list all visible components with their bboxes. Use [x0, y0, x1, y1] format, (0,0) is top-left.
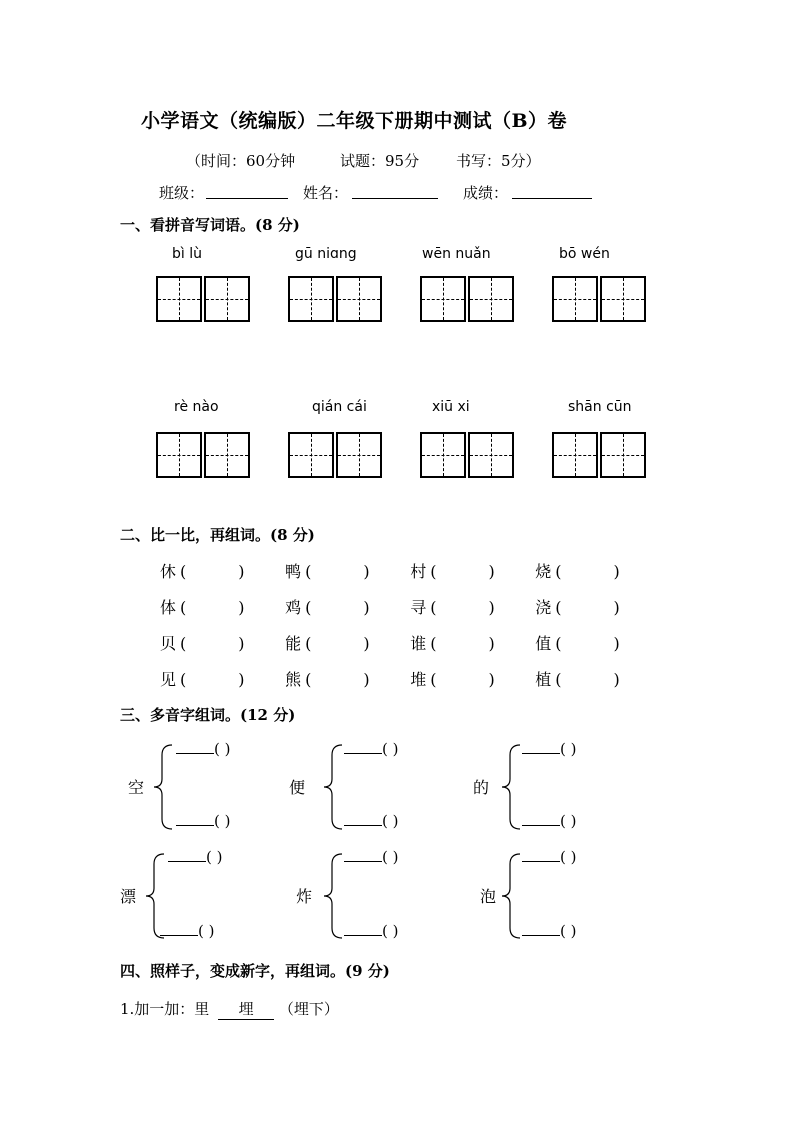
answer-paren[interactable]: ( ) — [430, 670, 495, 689]
score-label: 成绩： — [463, 184, 509, 202]
writing-box[interactable] — [156, 276, 202, 322]
compare-char: 见 — [160, 670, 177, 689]
writing-box[interactable] — [420, 276, 466, 322]
answer-paren[interactable]: ( ) — [305, 598, 370, 617]
left-brace-icon — [500, 743, 522, 831]
pinyin: wēn nuǎn — [422, 246, 491, 262]
exam-score: 试题：95分 — [340, 152, 420, 170]
left-brace-icon — [500, 852, 522, 940]
polyphone-blank[interactable]: ( ) — [522, 848, 576, 866]
pinyin: bì lù — [172, 246, 202, 262]
polyphone-blank[interactable]: ( ) — [522, 922, 576, 940]
answer-paren[interactable]: ( ) — [555, 634, 620, 653]
compare-char: 体 — [160, 598, 177, 617]
example-answer: 埋 — [218, 998, 274, 1020]
left-brace-icon — [152, 743, 174, 831]
class-field[interactable] — [206, 183, 288, 199]
writing-box[interactable] — [204, 276, 250, 322]
answer-paren[interactable]: ( ) — [305, 562, 370, 581]
answer-paren[interactable]: ( ) — [555, 562, 620, 581]
writing-box[interactable] — [600, 432, 646, 478]
name-field[interactable] — [352, 183, 438, 199]
writing-box[interactable] — [288, 276, 334, 322]
answer-paren[interactable]: ( ) — [430, 598, 495, 617]
left-brace-icon — [322, 743, 344, 831]
answer-paren[interactable]: ( ) — [180, 670, 245, 689]
score-field[interactable] — [512, 183, 592, 199]
example-label: 1.加一加：里 — [120, 1000, 210, 1018]
writing-box[interactable] — [336, 432, 382, 478]
exam-time: （时间：60分钟 — [186, 152, 296, 170]
compare-char: 堆 — [410, 670, 427, 689]
page-title: 小学语文（统编版）二年级下册期中测试（B）卷 — [141, 110, 568, 132]
class-label: 班级： — [159, 184, 205, 202]
compare-char: 值 — [535, 634, 552, 653]
compare-char: 鸡 — [285, 598, 302, 617]
pinyin: gū niɑng — [295, 246, 357, 262]
compare-char: 鸭 — [285, 562, 302, 581]
example-line — [120, 998, 339, 1020]
pinyin: shān cūn — [568, 399, 632, 415]
answer-paren[interactable]: ( ) — [180, 634, 245, 653]
polyphone-blank[interactable]: ( ) — [522, 740, 576, 758]
compare-row — [160, 559, 633, 582]
polyphone-char: 空 — [128, 778, 145, 797]
polyphone-blank[interactable]: ( ) — [344, 848, 398, 866]
polyphone-blank[interactable]: ( ) — [160, 922, 214, 940]
answer-paren[interactable]: ( ) — [555, 598, 620, 617]
polyphone-blank[interactable]: ( ) — [344, 740, 398, 758]
compare-char: 能 — [285, 634, 302, 653]
answer-paren[interactable]: ( ) — [305, 634, 370, 653]
pinyin: bō wén — [559, 246, 610, 262]
writing-box[interactable] — [468, 276, 514, 322]
polyphone-blank[interactable]: ( ) — [344, 922, 398, 940]
answer-paren[interactable]: ( ) — [555, 670, 620, 689]
compare-char: 寻 — [410, 598, 427, 617]
answer-paren[interactable]: ( ) — [180, 562, 245, 581]
writing-box[interactable] — [288, 432, 334, 478]
section-2-title: 二、比一比，再组词。(8 分) — [120, 526, 315, 544]
compare-char: 烧 — [535, 562, 552, 581]
compare-char: 贝 — [160, 634, 177, 653]
compare-char: 村 — [410, 562, 427, 581]
polyphone-char: 泡 — [480, 887, 497, 906]
compare-char: 谁 — [410, 634, 427, 653]
left-brace-icon — [322, 852, 344, 940]
polyphone-char: 炸 — [296, 887, 313, 906]
section-4-title: 四、照样子，变成新字，再组词。(9 分) — [120, 962, 390, 980]
name-label: 姓名： — [303, 184, 349, 202]
section-3-title: 三、多音字组词。(12 分) — [120, 706, 296, 724]
writing-box[interactable] — [156, 432, 202, 478]
writing-box[interactable] — [552, 276, 598, 322]
section-1-title: 一、看拼音写词语。(8 分) — [120, 216, 300, 234]
writing-box[interactable] — [420, 432, 466, 478]
compare-row — [160, 631, 633, 654]
writing-box[interactable] — [552, 432, 598, 478]
compare-char: 熊 — [285, 670, 302, 689]
pinyin: xiū xi — [432, 399, 470, 415]
compare-char: 植 — [535, 670, 552, 689]
writing-box[interactable] — [204, 432, 250, 478]
compare-char: 浇 — [535, 598, 552, 617]
polyphone-blank[interactable]: ( ) — [344, 812, 398, 830]
pinyin: rè nào — [174, 399, 219, 415]
answer-paren[interactable]: ( ) — [305, 670, 370, 689]
polyphone-blank[interactable]: ( ) — [168, 848, 222, 866]
polyphone-blank[interactable]: ( ) — [522, 812, 576, 830]
answer-paren[interactable]: ( ) — [180, 598, 245, 617]
compare-row — [160, 595, 633, 618]
writing-box[interactable] — [468, 432, 514, 478]
pinyin: qián cái — [312, 399, 367, 415]
polyphone-blank[interactable]: ( ) — [176, 812, 230, 830]
writing-box[interactable] — [600, 276, 646, 322]
exam-writing: 书写：5分） — [456, 152, 541, 170]
polyphone-blank[interactable]: ( ) — [176, 740, 230, 758]
writing-box[interactable] — [336, 276, 382, 322]
compare-char: 休 — [160, 562, 177, 581]
polyphone-char: 漂 — [120, 887, 137, 906]
polyphone-char: 的 — [473, 778, 490, 797]
polyphone-char: 便 — [289, 778, 306, 797]
example-word: （埋下） — [278, 1000, 339, 1018]
compare-row — [160, 667, 633, 690]
answer-paren[interactable]: ( ) — [430, 634, 495, 653]
answer-paren[interactable]: ( ) — [430, 562, 495, 581]
